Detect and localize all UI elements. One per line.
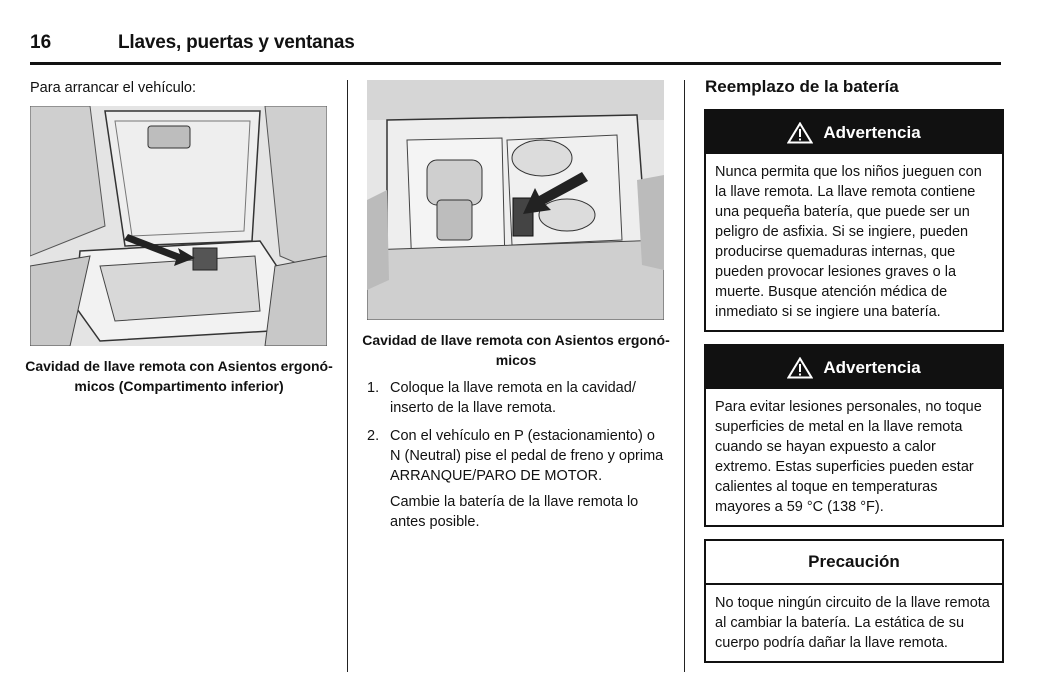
list-item <box>367 426 667 532</box>
battery-replacement-heading: Reemplazo de la batería <box>705 77 899 96</box>
caution-box <box>704 539 1004 663</box>
warning-triangle-icon <box>787 122 813 144</box>
step-number: 2. <box>367 428 380 444</box>
armrest-compartment-illustration <box>30 106 327 346</box>
warning-text: Para evitar lesiones personales, no toque superficies de metal en la llave remota cuando se hayan expuesto a calor extremo. Estas superficies pueden estar calientes al toque en temperaturas mayores a 59 °C (138 °F). <box>715 399 982 515</box>
column-divider-1 <box>347 80 348 672</box>
warning-header <box>706 346 1002 389</box>
start-steps-list <box>367 378 667 540</box>
figure-caption-2: Cavidad de llave remota con Asientos ergonó- micos <box>362 332 670 368</box>
section-title: Llaves, puertas y ventanas <box>118 32 355 53</box>
warning-box-2 <box>704 344 1004 527</box>
header-rule <box>30 62 1001 65</box>
warning-triangle-icon <box>787 357 813 379</box>
step-text: Con el vehículo en P (estacionamiento) o N (Neutral) pise el pedal de freno y oprima ARRANQUE/PARO DE MOTOR. <box>390 428 664 484</box>
warning-text: Nunca permita que los niños jueguen con la llave remota. La llave remota contiene una pequeña batería, que puede ser un peligro de asfixia. Si se ingiere, pueden producirse quemaduras internas, que pueden provocar lesiones graves o la muerte. Busque atención médica de inmediato si se ingiere una batería. <box>715 164 982 320</box>
page-number: 16 <box>30 32 52 53</box>
warning-header <box>706 111 1002 154</box>
step-number: 1. <box>367 380 380 396</box>
page-header <box>30 30 1000 62</box>
figure-caption-1: Cavidad de llave remota con Asientos ergonó- micos (Compartimento inferior) <box>25 358 333 394</box>
caution-text: No toque ningún circuito de la llave remota al cambiar la batería. La estática de su cuerpo podría dañar la llave remota. <box>715 595 990 651</box>
step-text: Coloque la llave remota en la cavidad/ inserto de la llave remota. <box>390 380 636 416</box>
warning-label: Advertencia <box>823 122 921 142</box>
step-subtext: Cambie la batería de la llave remota lo antes posible. <box>390 494 639 530</box>
warning-box-1 <box>704 109 1004 332</box>
intro-text: Para arrancar el vehículo: <box>30 80 197 96</box>
column-divider-2 <box>684 80 685 672</box>
console-cavity-illustration <box>367 80 664 320</box>
list-item <box>367 378 667 418</box>
warning-label: Advertencia <box>823 357 921 377</box>
caution-label: Precaución <box>706 541 1002 585</box>
